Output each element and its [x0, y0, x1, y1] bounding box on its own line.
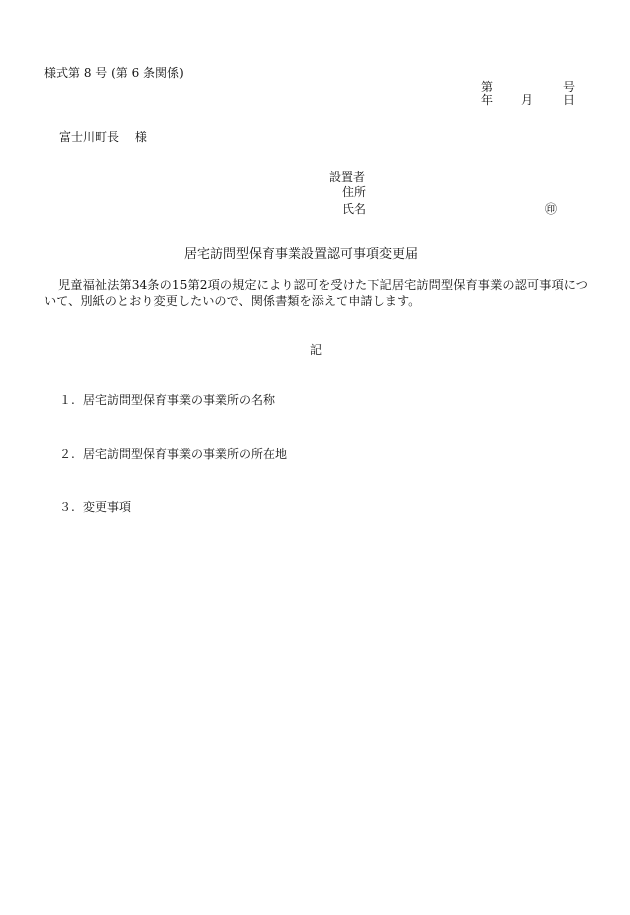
document-number-prefix: 第 [481, 80, 494, 94]
item-number: ３. [59, 500, 75, 514]
item-label: 居宅訪問型保育事業の事業所の所在地 [83, 447, 288, 461]
document-number-suffix: 号 [563, 80, 576, 94]
seal-mark: ㊞ [545, 202, 558, 216]
body-paragraph: 児童福祉法第34条の15第2項の規定により認可を受けた下記居宅訪問型保育事業の認可事項について、別紙のとおり変更したいので、関係書類を添えて申請します。 [44, 278, 588, 308]
form-number: 様式第 8 号 (第 6 条関係) [44, 66, 184, 80]
applicant-name-label: 氏名 [342, 202, 367, 216]
applicant-address-label: 住所 [342, 185, 367, 199]
addressee: 富士川町長 様 [59, 130, 147, 144]
item-number: １. [59, 393, 75, 407]
document-title: 居宅訪問型保育事業設置認可事項変更届 [184, 247, 419, 262]
list-item [59, 448, 287, 462]
item-label: 変更事項 [83, 500, 132, 514]
applicant-role: 設置者 [329, 170, 366, 184]
date-month-label: 月 [521, 93, 534, 107]
ki-heading: 記 [310, 343, 323, 357]
item-label: 居宅訪問型保育事業の事業所の名称 [83, 393, 276, 407]
date-day-label: 日 [563, 93, 576, 107]
item-number: ２. [59, 447, 75, 461]
list-item [59, 501, 131, 515]
date-year-label: 年 [481, 93, 494, 107]
list-item [59, 394, 275, 408]
